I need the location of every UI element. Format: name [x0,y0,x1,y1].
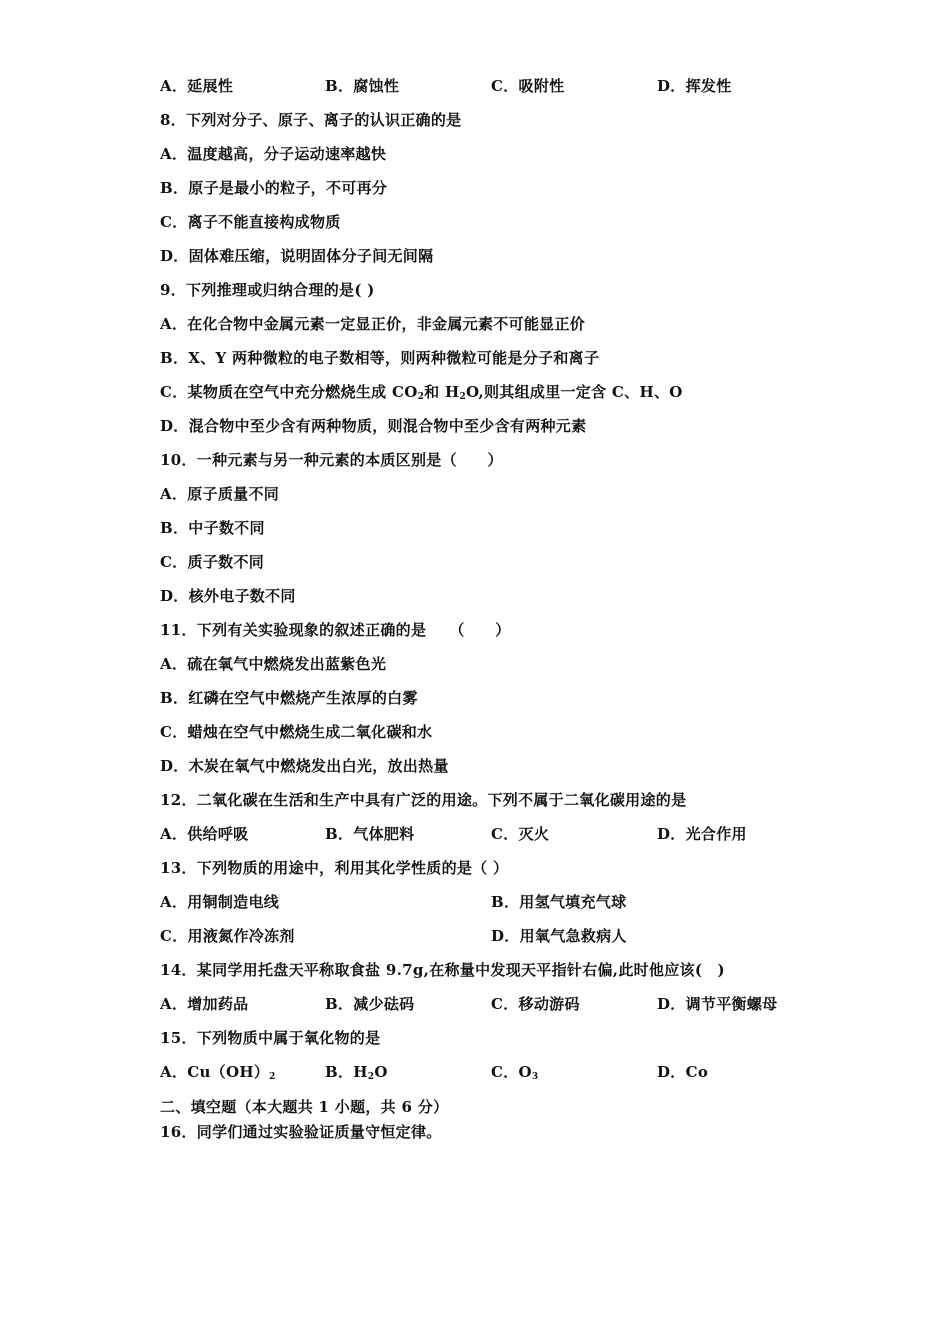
q16-stem: 16．同学们通过实验验证质量守恒定律。 [160,1123,442,1141]
q8-stem: 8．下列对分子、原子、离子的认识正确的是 [160,111,462,129]
q13-option-c: C．用液氮作冷冻剂 [160,927,295,945]
q13-option-b: B．用氢气填充气球 [491,893,627,911]
q7-option-a: A．延展性 [160,77,234,95]
q9-stem: 9．下列推理或归纳合理的是( ) [160,281,375,299]
q10-option-d: D．核外电子数不同 [160,587,296,605]
q11-stem: 11．下列有关实验现象的叙述正确的是 （ ） [160,621,511,639]
q12-stem: 12．二氧化碳在生活和生产中具有广泛的用途。下列不属于二氧化碳用途的是 [160,791,687,809]
q15-option-b-text-1: B．H [325,1063,368,1081]
q9-option-b: B．X、Y 两种微粒的电子数相等，则两种微粒可能是分子和离子 [160,349,600,367]
q9-option-c-text-3: O,则其组成里一定含 C、H、O [466,383,683,401]
q15-option-c-text: C．O [491,1063,532,1081]
q11-option-a: A．硫在氧气中燃烧发出蓝紫色光 [160,655,387,673]
q8-option-a: A．温度越高，分子运动速率越快 [160,145,387,163]
q15-option-c-sub: 3 [531,1072,539,1082]
q12-option-a: A．供给呼吸 [160,825,249,843]
q15-option-a-sub: 2 [269,1072,276,1082]
q14-option-c: C．移动游码 [491,995,580,1013]
q15-stem: 15．下列物质中属于氧化物的是 [160,1029,381,1047]
q7-option-d: D．挥发性 [657,77,732,95]
q14-option-a: A．增加药品 [160,995,249,1013]
q15-option-b [325,1062,388,1087]
q8-option-c: C．离子不能直接构成物质 [160,213,341,231]
q7-option-b: B．腐蚀性 [325,77,400,95]
q15-option-d: D．Co [657,1063,709,1081]
q15-option-c [491,1062,538,1087]
q10-stem: 10．一种元素与另一种元素的本质区别是（ ） [160,451,503,469]
q11-option-d: D．木炭在氧气中燃烧发出白光，放出热量 [160,757,449,775]
q14-stem: 14．某同学用托盘天平称取食盐 9.7g,在称量中发现天平指针右偏,此时他应该( ) [160,961,725,979]
q9-option-c-sub-1: 2 [417,392,425,402]
section-heading: 二、填空题（本大题共 1 小题，共 6 分） [160,1098,449,1116]
q10-option-b: B．中子数不同 [160,519,265,537]
q9-option-d: D．混合物中至少含有两种物质，则混合物中至少含有两种元素 [160,417,587,435]
q10-option-c: C．质子数不同 [160,553,265,571]
q8-option-d: D．固体难压缩，说明固体分子间无间隔 [160,247,434,265]
q15-option-a [160,1062,276,1087]
q11-option-b: B．红磷在空气中燃烧产生浓厚的白雾 [160,689,418,707]
q14-option-d: D．调节平衡螺母 [657,995,778,1013]
q15-option-a-text: A．Cu（OH） [160,1063,270,1081]
q10-option-a: A．原子质量不同 [160,485,280,503]
q12-option-d: D．光合作用 [657,825,747,843]
q12-option-b: B．气体肥料 [325,825,415,843]
q13-option-a: A．用铜制造电线 [160,893,280,911]
q11-option-c: C．蜡烛在空气中燃烧生成二氧化碳和水 [160,723,433,741]
q13-stem: 13．下列物质的用途中，利用其化学性质的是（ ） [160,859,509,877]
q13-option-d: D．用氧气急救病人 [491,927,627,945]
q8-option-b: B．原子是最小的粒子，不可再分 [160,179,388,197]
q9-option-a: A．在化合物中金属元素一定显正价，非金属元素不可能显正价 [160,315,586,333]
q15-option-b-sub: 2 [367,1072,375,1082]
q9-option-c-text-2: 和 H [424,383,460,401]
q12-option-c: C．灭火 [491,825,550,843]
q15-option-b-text-2: O [374,1063,388,1081]
q9-option-c-sub-2: 2 [459,392,466,402]
q9-option-c-text-1: C．某物质在空气中充分燃烧生成 CO [160,383,418,401]
q9-option-c [160,382,683,407]
q7-option-c: C．吸附性 [491,77,565,95]
q14-option-b: B．减少砝码 [325,995,415,1013]
